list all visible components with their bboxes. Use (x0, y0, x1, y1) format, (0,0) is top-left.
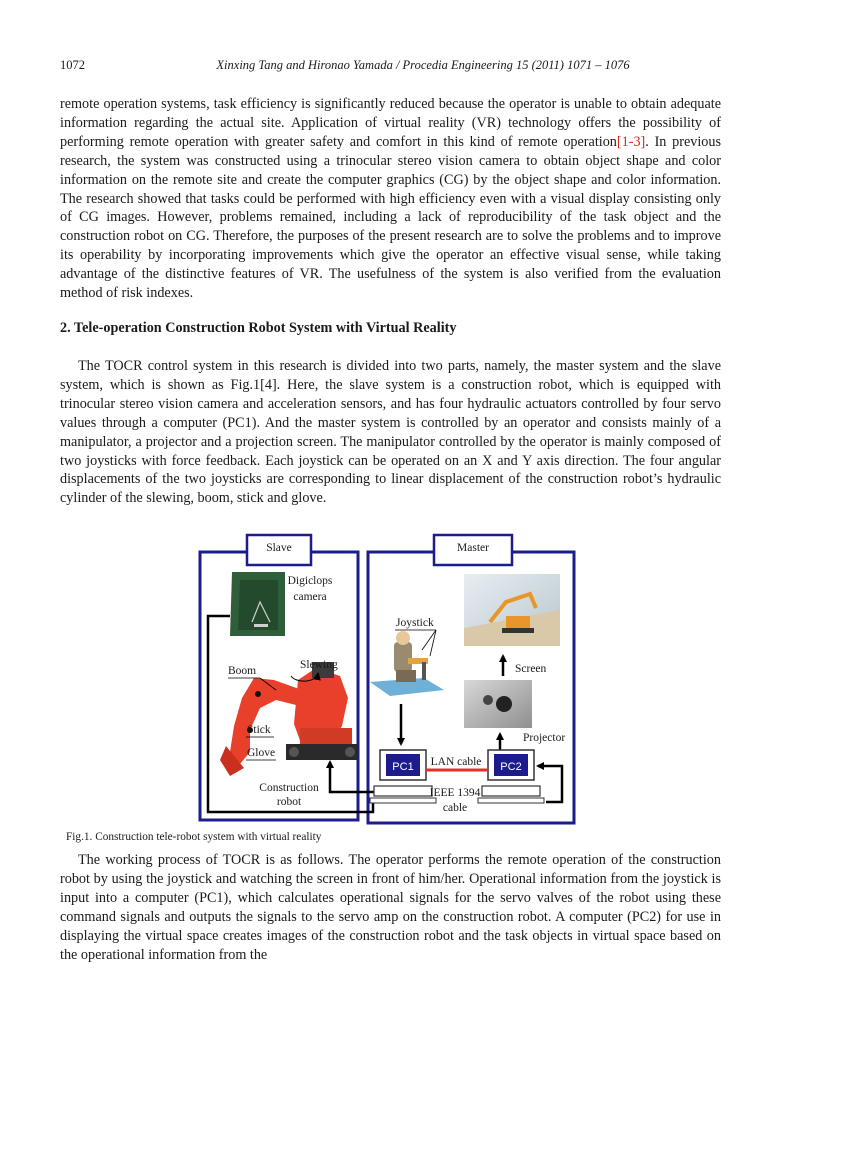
paragraph-3-text: The working process of TOCR is as follows. The operator performs the remote operation of the construction robot by using the joystick and watching the screen in front of him/her. Operational information from the joystick is input into a computer (PC1), which calculates operational signals for the servo valves of the robot using these command signals and outputs the signals to the servo amp on the construction robot. A computer (PC2) for use in displaying the virtual space creates images of the construction robot and the task objects in virtual space based on the operational information from the (60, 852, 721, 963)
stick-label: Stick (247, 724, 271, 736)
citation-link[interactable]: [1-3] (616, 133, 646, 150)
screen-image (464, 574, 560, 646)
ieee-cable-line (538, 766, 562, 802)
paragraph-1-text-b: . In previous research, the system was constructed using a trinocular stereo vision camera to obtain object shape and color information on the remote site and create the computer graphics (CG) by the object shape and color information. The research showed that tasks could be performed with high efficiency even with a visual display consisting only of CG images. However, problems remained, including a lack of reproducibility of the task object and the construction robot on CG. Therefore, the purposes of the present research are to solve the problems and to improve its operability by incorporating improvements which give the operator an effective visual sense, while taking advantage of the distinctive features of VR. The usefulness of the system is also verified from the evaluation method of risk indexes. (60, 133, 721, 302)
construction-robot-label-2: robot (276, 796, 302, 808)
camera-label-2: camera (293, 591, 327, 603)
construction-robot-image (220, 662, 358, 776)
ieee-label-1: IEEE 1394 (429, 787, 481, 799)
slave-title: Slave (266, 542, 292, 554)
page-number: 1072 (60, 58, 85, 72)
pc1-computer[interactable] (370, 750, 436, 803)
joystick-label: Joystick (396, 617, 434, 629)
pc2-label: PC2 (500, 761, 522, 773)
digiclops-camera-image (230, 572, 285, 636)
screen-label: Screen (515, 663, 547, 675)
running-head: Xinxing Tang and Hironao Yamada / Procedia Engineering 15 (2011) 1071 – 1076 (216, 58, 630, 72)
paragraph-1 (60, 95, 721, 303)
projector-label: Projector (523, 732, 566, 744)
pc2-computer[interactable] (478, 750, 544, 803)
pc1-label: PC1 (392, 761, 414, 773)
master-title: Master (457, 542, 489, 554)
paragraph-2 (60, 357, 721, 508)
boom-label: Boom (228, 665, 257, 677)
paragraph-2-text: The TOCR control system in this research is divided into two parts, namely, the master system and the slave system, which is shown as Fig.1[4]. Here, the slave system is a construction robot, which is equipped with trinocular stereo vision camera and acceleration sensors, and has four hydraulic actuators controlled by four servo values through a computer (PC1). And the master system is controlled by an operator and consists mainly of a manipulator, a projector and a projection screen. The manipulator controlled by the operator is mainly composed of two joysticks with force feedback. Each joystick can be operated on an X and Y axis direction. The four angular displacements of the two joysticks are corresponding to linear displacement of the construction robot’s hydraulic cylinder of the slewing, boom, stick and glove. (60, 358, 721, 507)
projector-image (464, 680, 532, 728)
figure-caption: Fig.1. Construction tele-robot system with virtual reality (66, 831, 322, 843)
paragraph-3 (60, 851, 721, 964)
paragraph-1-text-a: remote operation systems, task efficiency is significantly reduced because the operator is unable to obtain adequate information regarding the actual site. Application of virtual reality (VR) technology offers the possibility of performing remote operation with greater safety and comfort in this kind of remote operation (60, 96, 721, 150)
slewing-label: Slewing (300, 659, 338, 671)
camera-label-1: Digiclops (287, 575, 333, 587)
ieee-label-2: cable (442, 802, 468, 814)
lan-cable-label: LAN cable (430, 756, 482, 768)
operator-joystick-image (370, 631, 444, 696)
glove-label: Glove (247, 747, 276, 759)
section-heading: 2. Tele-operation Construction Robot System with Virtual Reality (60, 320, 457, 336)
construction-robot-label-1: Construction (259, 782, 319, 794)
figure-1-diagram (190, 530, 590, 830)
